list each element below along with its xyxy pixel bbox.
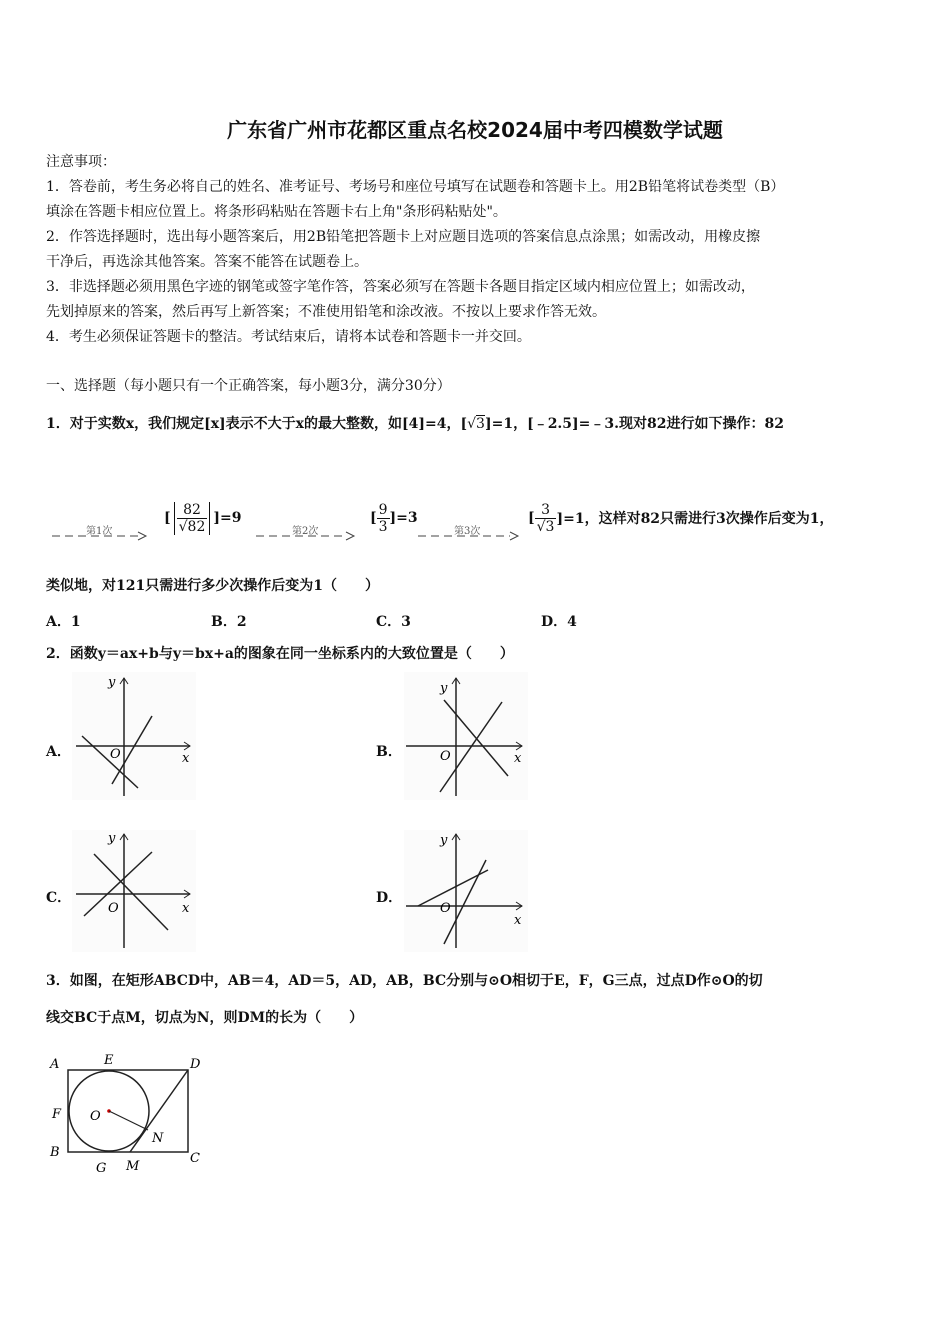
graph-c[interactable]: [72, 830, 196, 952]
sqrt-symbol: √: [467, 416, 477, 432]
q1-line1: [46, 414, 784, 434]
point-d: D: [190, 1057, 201, 1072]
q2-option-d-label[interactable]: D．: [376, 890, 403, 906]
page-title: 广东省广州市花都区重点名校2024届中考四模数学试题: [227, 118, 723, 142]
point-c: C: [190, 1151, 200, 1166]
step2-label: 第2次: [292, 526, 319, 537]
step1-expr: [ $\frac{82}{√82}$ ]=9: [164, 501, 242, 535]
q1-option-b[interactable]: B．2: [211, 614, 247, 630]
origin-label: O: [440, 749, 451, 764]
frac2-den: 3: [378, 518, 388, 535]
notice-line: 先划掉原来的答案，然后再写上新答案；不准使用铅笔和涂改液。不按以上要求作答无效。: [46, 304, 606, 320]
y-axis-label: y: [440, 681, 448, 696]
q3-line2: 线交BC于点M，切点为N，则DM的长为（ ）: [46, 1010, 364, 1026]
y-axis-label: y: [108, 831, 116, 846]
notice-line: 3．非选择题必须用黑色字迹的钢笔或签字笔作答，答案必须写在答题卡各题目指定区域内相应位置上；如需改动，: [46, 279, 755, 295]
step3-label: 第3次: [454, 526, 481, 537]
step1-result: ]=9: [213, 510, 242, 526]
point-a: A: [50, 1057, 60, 1072]
origin-label: O: [108, 901, 119, 916]
q3-figure: [44, 1050, 214, 1180]
graph-a[interactable]: [72, 672, 196, 800]
frac1-num: 82: [177, 502, 208, 519]
frac2-num: 9: [378, 501, 388, 518]
step3-result: ]=1，这样对82只需进行3次操作后变为1，: [556, 511, 834, 527]
q1-operation-chain: [46, 490, 906, 550]
origin-label: O: [440, 901, 451, 916]
frac1-den: 82: [187, 518, 206, 535]
graph-b[interactable]: [404, 672, 528, 800]
point-e: E: [104, 1053, 114, 1068]
y-axis-label: y: [440, 833, 448, 848]
sqrt-symbol: √: [178, 518, 188, 535]
point-m: M: [126, 1159, 140, 1174]
q1-option-a[interactable]: A．1: [46, 614, 81, 630]
point-o: O: [90, 1109, 101, 1124]
q2-option-c-label[interactable]: C．: [46, 890, 72, 906]
notice-line: 4．考生必须保证答题卡的整洁。考试结束后，请将本试卷和答题卡一并交回。: [46, 329, 531, 345]
notice-line: 填涂在答题卡相应位置上。将条形码粘贴在答题卡右上角"条形码粘贴处"。: [46, 204, 507, 220]
q2-option-a-label[interactable]: A．: [46, 744, 71, 760]
point-n: N: [152, 1131, 164, 1146]
step3-expr: [ $\frac{3}{√3}$ ]=1，这样对82只需进行3次操作后变为1，: [528, 501, 834, 535]
point-g: G: [96, 1161, 107, 1176]
q1-text-a: 1．对于实数x，我们规定[x]表示不大于x的最大整数，如[4]=4，[: [46, 416, 468, 432]
step1-label: 第1次: [86, 526, 113, 537]
q1-option-c[interactable]: C．3: [376, 614, 411, 630]
notice-heading: 注意事项：: [46, 154, 116, 170]
notice-line: 2．作答选择题时，选出每小题答案后，用2B铅笔把答题卡上对应题目选项的答案信息点涂黑；如需改动，用橡皮擦: [46, 229, 761, 245]
origin-label: O: [110, 747, 121, 762]
frac3-den: 3: [545, 518, 555, 535]
notice-line: 干净后，再选涂其他答案。答案不能答在试题卷上。: [46, 254, 368, 270]
x-axis-label: x: [182, 901, 190, 916]
x-axis-label: x: [514, 751, 522, 766]
notice-line: 1．答卷前，考生务必将自己的姓名、准考证号、考场号和座位号填写在试题卷和答题卡上。用2B铅笔将试卷类型（B）: [46, 179, 785, 195]
q2-option-b-label[interactable]: B．: [376, 744, 402, 760]
point-b: B: [50, 1145, 60, 1160]
q1-text-b: ]=1，[﹣2.5]=﹣3.现对82进行如下操作：82: [484, 416, 784, 432]
q1-option-d[interactable]: D．4: [541, 614, 577, 630]
y-axis-label: y: [108, 675, 116, 690]
q2-stem: 2．函数y＝ax+b与y＝bx+a的图象在同一坐标系内的大致位置是（ ）: [46, 646, 514, 662]
frac3-num: 3: [535, 502, 557, 519]
x-axis-label: x: [514, 913, 522, 928]
step2-expr: [ $\frac{9}{3}$ ]=3: [370, 501, 418, 535]
step2-result: ]=3: [389, 510, 418, 526]
sqrt-symbol: √: [536, 518, 546, 535]
point-f: F: [52, 1107, 62, 1122]
q3-line1: 3．如图，在矩形ABCD中，AB＝4，AD＝5，AD，AB，BC分别与⊙O相切于E，F，G三点，过点D作⊙O的切: [46, 973, 763, 989]
sqrt-radicand: 3: [476, 416, 485, 432]
q1-line3: 类似地，对121只需进行多少次操作后变为1（ ）: [46, 578, 379, 594]
x-axis-label: x: [182, 751, 190, 766]
graph-d[interactable]: [404, 830, 528, 952]
section-heading: 一、选择题（每小题只有一个正确答案，每小题3分，满分30分）: [46, 378, 451, 394]
